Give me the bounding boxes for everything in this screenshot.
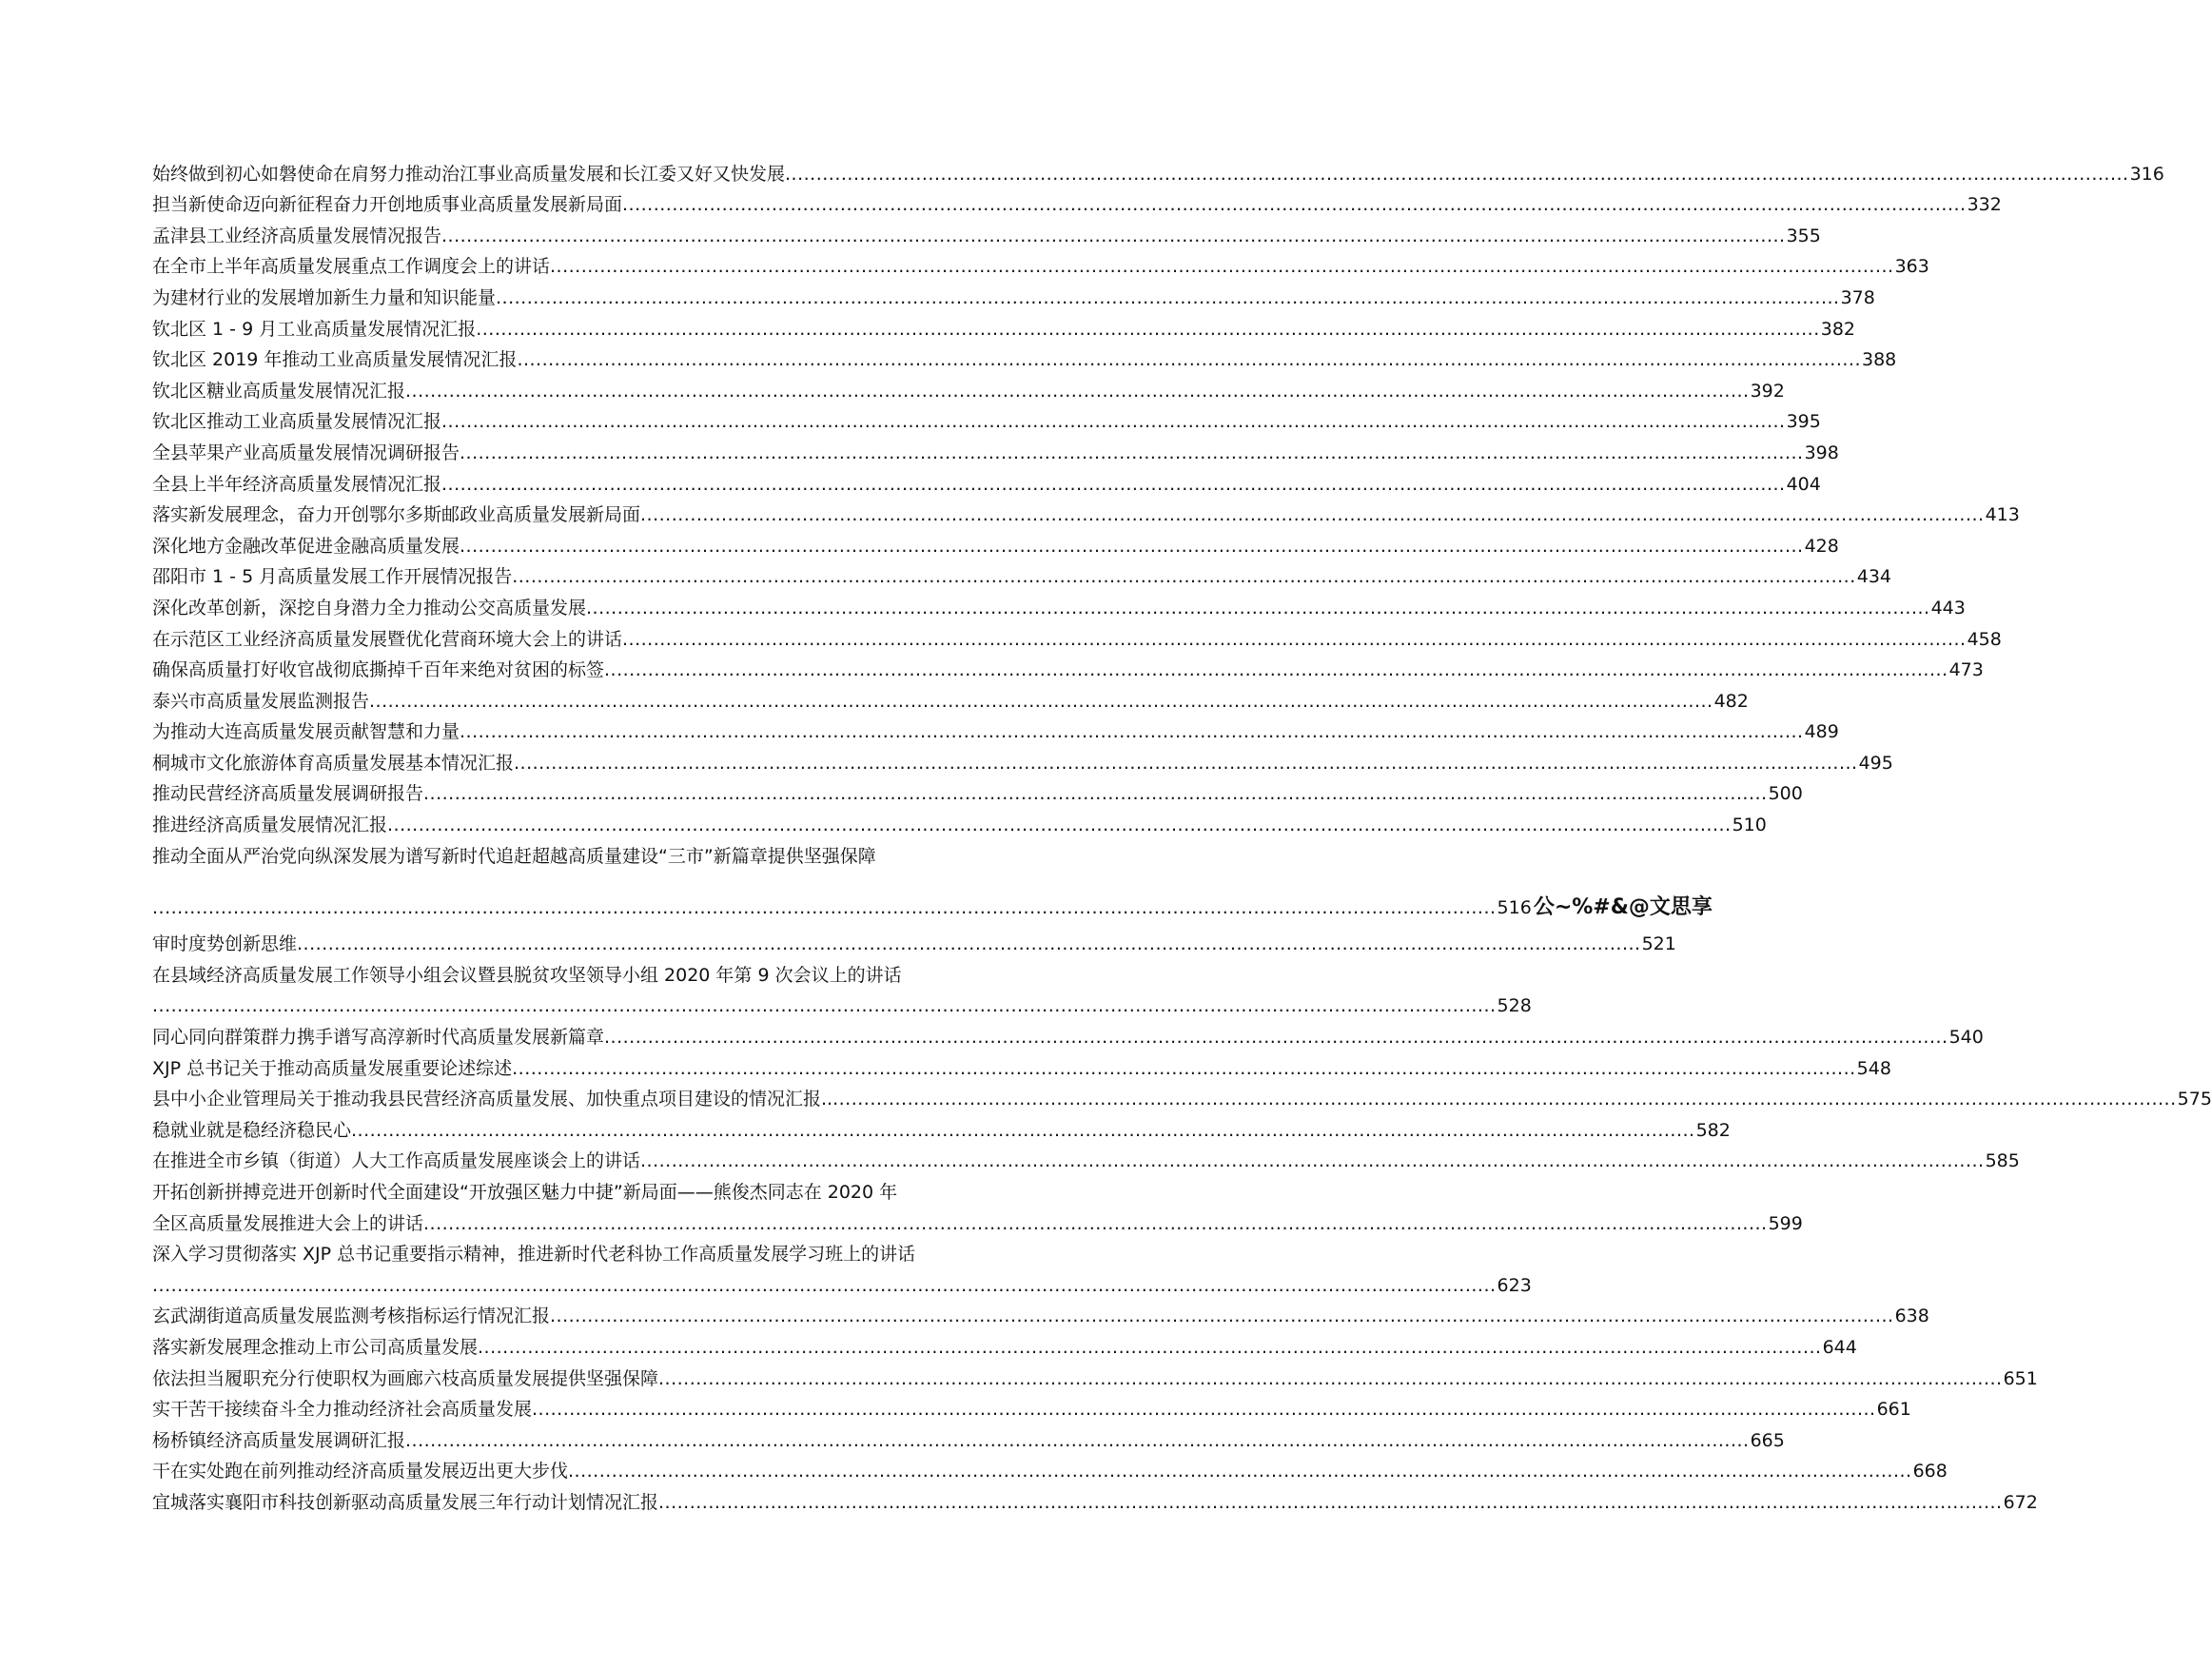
toc-entry-page: 398 bbox=[1804, 442, 1839, 463]
toc-entry-page: 495 bbox=[1858, 752, 1893, 774]
toc-entry bbox=[152, 620, 2002, 652]
toc-entry-title: 推动民营经济高质量发展调研报告 bbox=[152, 783, 424, 805]
toc-entry bbox=[152, 248, 1929, 280]
toc-entry bbox=[152, 714, 1839, 745]
toc-entry-title: 深化地方金融改革促进金融高质量发展 bbox=[152, 535, 460, 557]
dot-leader: ........................................................................................................................................................................................................................ bbox=[460, 535, 1804, 557]
toc-entry bbox=[152, 1391, 1911, 1423]
toc-entry-page: 575 bbox=[2177, 1089, 2212, 1110]
toc-entry-page: 428 bbox=[1804, 535, 1839, 557]
watermark-text: 公~%#&@文思享 bbox=[1533, 894, 1713, 919]
toc-group-2 bbox=[152, 926, 1676, 957]
dot-leader: ........................................................................................................................................................................................................................ bbox=[568, 1461, 1912, 1482]
dot-leader: ........................................................................................................................................................................................................................ bbox=[622, 628, 1967, 650]
dot-leader: ........................................................................................................................................................................................................................ bbox=[832, 1089, 2177, 1110]
toc-entry-title: 始终做到初心如磐使命在肩努力推动治江事业高质量发展和长江委又好又快发展 bbox=[152, 163, 786, 185]
toc-entry-title-line bbox=[152, 1236, 1042, 1267]
toc-entry bbox=[152, 1422, 1785, 1453]
toc-entry-title: 担当新使命迈向新征程奋力开创地质事业高质量发展新局面 bbox=[152, 194, 623, 216]
toc-entry-title: 全县上半年经济高质量发展情况汇报 bbox=[152, 473, 442, 495]
toc-entry-title: 桐城市文化旅游体育高质量发展基本情况汇报 bbox=[152, 752, 515, 774]
dot-leader: ........................................................................................................................................................................................................................ bbox=[496, 286, 1840, 308]
toc-entry-page: 443 bbox=[1930, 597, 1966, 619]
toc-entry bbox=[152, 776, 1803, 807]
toc-entry-continuation-line bbox=[152, 1205, 1803, 1236]
toc-entry bbox=[152, 1483, 2038, 1515]
dot-leader: ........................................................................................................................................................................................................................ bbox=[658, 1491, 2003, 1513]
toc-entry-page: 382 bbox=[1820, 318, 1856, 340]
dot-leader: ........................................................................................................................................................................................................................ bbox=[405, 1429, 1750, 1451]
toc-entry-title: 落实新发展理念，奋力开创鄂尔多斯邮政业高质量发展新局面 bbox=[152, 504, 641, 526]
toc-entry-page: 434 bbox=[1856, 566, 1892, 588]
toc-entry-title: 泰兴市高质量发展监测报告 bbox=[152, 690, 370, 712]
toc-entry-page: 458 bbox=[1967, 628, 2002, 650]
dot-leader: ........................................................................................................................................................................................................................ bbox=[604, 659, 1948, 681]
dot-leader: ........................................................................................................................................................................................................................ bbox=[640, 1150, 1985, 1172]
toc-entry-title: 落实新发展理念推动上市公司高质量发展 bbox=[152, 1336, 479, 1358]
toc-entry-title: 全县苹果产业高质量发展情况调研报告 bbox=[152, 442, 460, 463]
dot-leader: ........................................................................................................................................................................................................................ bbox=[785, 163, 2129, 185]
dot-leader: ........................................................................................................................................................................................................................ bbox=[152, 995, 1497, 1017]
toc-entry-page: 363 bbox=[1894, 256, 1929, 278]
dot-leader: ........................................................................................................................................................................................................................ bbox=[297, 933, 1641, 955]
toc-entry-title: 在示范区工业经济高质量发展暨优化营商环境大会上的讲话 bbox=[152, 628, 623, 650]
toc-entry-page: 404 bbox=[1786, 473, 1821, 495]
toc-entry-page: 521 bbox=[1641, 933, 1676, 955]
toc-entry-title: XJP 总书记关于推动高质量发展重要论述综述 bbox=[152, 1057, 513, 1079]
dot-leader: ........................................................................................................................................................................................................................ bbox=[423, 783, 1768, 805]
toc-entry-page-line bbox=[152, 988, 1532, 1019]
toc-entry-title: 在全市上半年高质量发展重点工作调度会上的讲话 bbox=[152, 256, 551, 278]
toc-entry bbox=[152, 589, 1966, 620]
dot-leader: ........................................................................................................................................................................................................................ bbox=[532, 1399, 1876, 1421]
dot-leader: ........................................................................................................................................................................................................................ bbox=[441, 411, 1786, 433]
toc-entry-title: 审时度势创新思维 bbox=[152, 933, 298, 955]
dot-leader: ........................................................................................................................................................................................................................ bbox=[640, 504, 1985, 526]
toc-entry-page: 388 bbox=[1861, 349, 1897, 371]
dot-leader: ........................................................................................................................................................................................................................ bbox=[387, 815, 1732, 836]
dot-leader: ........................................................................................................................................................................................................................ bbox=[517, 349, 1861, 371]
toc-entry-title: 干在实处跑在前列推动经济高质量发展迈出更大步伐 bbox=[152, 1461, 569, 1482]
toc-entry-page: 516 bbox=[1497, 896, 1532, 918]
toc-entry-page: 500 bbox=[1768, 783, 1803, 805]
dot-leader: ........................................................................................................................................................................................................................ bbox=[514, 752, 1858, 774]
toc-entry-title: 玄武湖街道高质量发展监测考核指标运行情况汇报 bbox=[152, 1306, 551, 1327]
dot-leader: ........................................................................................................................................................................................................................ bbox=[351, 1119, 1695, 1141]
toc-entry-title: 在推进全市乡镇（街道）人大工作高质量发展座谈会上的讲话 bbox=[152, 1150, 641, 1172]
toc-entry-page: 661 bbox=[1876, 1399, 1911, 1421]
dot-leader: ........................................................................................................................................................................................................................ bbox=[369, 690, 1713, 712]
toc-entry-title: 杨桥镇经济高质量发展调研汇报 bbox=[152, 1429, 406, 1451]
toc-entry bbox=[152, 744, 1893, 776]
dot-leader: ........................................................................................................................................................................................................................ bbox=[423, 1212, 1768, 1234]
toc-entry-page: 665 bbox=[1750, 1429, 1785, 1451]
toc-entry-page: 332 bbox=[1967, 194, 2002, 216]
toc-entry bbox=[152, 527, 1839, 559]
toc-entry-title: 钦北区推动工业高质量发展情况汇报 bbox=[152, 411, 442, 433]
toc-entry bbox=[152, 806, 1767, 837]
toc-entry bbox=[152, 279, 1875, 310]
toc-entry bbox=[152, 497, 2020, 528]
toc-entry-page: 651 bbox=[2003, 1367, 2038, 1389]
dot-leader: ........................................................................................................................................................................................................................ bbox=[152, 1274, 1497, 1296]
toc-entry-title: 依法担当履职充分行使职权为画廊六枝高质量发展提供坚强保障 bbox=[152, 1367, 659, 1389]
toc-entry-title: 同心同向群策群力携手谱写高淳新时代高质量发展新篇章 bbox=[152, 1027, 605, 1049]
dot-leader: ........................................................................................................................................................................................................................ bbox=[622, 194, 1967, 216]
toc-entry-page: 668 bbox=[1912, 1461, 1948, 1482]
toc-entry-title: 钦北区 2019 年推动工业高质量发展情况汇报 bbox=[152, 349, 518, 371]
dot-leader: ........................................................................................................................................................................................................................ bbox=[460, 721, 1804, 743]
toc-entry-page: 599 bbox=[1768, 1212, 1803, 1234]
dot-leader: ........................................................................................................................................................................................................................ bbox=[441, 473, 1786, 495]
dot-leader: ........................................................................................................................................................................................................................ bbox=[512, 1057, 1856, 1079]
toc-entry bbox=[152, 403, 1821, 435]
toc-entry-page-line bbox=[152, 1266, 1532, 1298]
toc-entry-title: 孟津县工业经济高质量发展情况报告 bbox=[152, 225, 442, 246]
dot-leader: ........................................................................................................................................................................................................................ bbox=[550, 1306, 1894, 1327]
toc-entry bbox=[152, 1050, 1891, 1081]
toc-entry-title: 推进经济高质量发展情况汇报 bbox=[152, 815, 388, 836]
toc-entry-title: 为推动大连高质量发展贡献智慧和力量 bbox=[152, 721, 460, 743]
dot-leader: ........................................................................................................................................................................................................................ bbox=[152, 896, 1497, 918]
table-of-contents bbox=[152, 155, 2212, 1515]
toc-entry bbox=[152, 1081, 2212, 1112]
toc-entry-title: 深入学习贯彻落实 XJP 总书记重要指示精神，推进新时代老科协工作高质量发展学习班上的讲话 bbox=[152, 1244, 916, 1266]
toc-entry-page: 528 bbox=[1497, 995, 1532, 1017]
toc-entry-title-line bbox=[152, 956, 1042, 988]
toc-entry-title: 确保高质量打好收官战彻底撕掉千百年来绝对贫困的标签 bbox=[152, 659, 605, 681]
toc-entry-title: 宜城落实襄阳市科技创新驱动高质量发展三年行动计划情况汇报 bbox=[152, 1491, 659, 1513]
dot-leader: ........................................................................................................................................................................................................................ bbox=[441, 225, 1786, 246]
toc-entry-page: 316 bbox=[2129, 163, 2164, 185]
toc-entry-page: 644 bbox=[1822, 1336, 1857, 1358]
toc-entry-page: 473 bbox=[1948, 659, 1984, 681]
toc-group-1 bbox=[152, 155, 2164, 837]
dot-leader: ........................................................................................................................................................................................................................ bbox=[586, 597, 1930, 619]
toc-entry bbox=[152, 1111, 1731, 1143]
toc-entry bbox=[152, 187, 2002, 218]
toc-entry bbox=[152, 682, 1749, 714]
toc-entry bbox=[152, 1143, 2020, 1174]
toc-entry bbox=[152, 217, 1821, 248]
toc-entry-page: 548 bbox=[1856, 1057, 1891, 1079]
dot-leader: ........................................................................................................................................................................................................................ bbox=[550, 256, 1894, 278]
dot-leader: ........................................................................................................................................................................................................................ bbox=[658, 1367, 2003, 1389]
toc-entry-title: 在县域经济高质量发展工作领导小组会议暨县脱贫攻坚领导小组 2020 年第 9 次会议上的讲话 bbox=[152, 964, 902, 986]
toc-entry bbox=[152, 342, 1897, 373]
dot-leader: ........................................................................................................................................................................................................................ bbox=[604, 1027, 1948, 1049]
toc-entry-title: 深化改革创新，深挖自身潜力全力推动公交高质量发展 bbox=[152, 597, 587, 619]
dot-leader: ........................................................................................................................................................................................................................ bbox=[460, 442, 1804, 463]
toc-entry-title: 稳就业就是稳经济稳民心 bbox=[152, 1119, 352, 1141]
toc-entry bbox=[152, 926, 1676, 957]
toc-entry-page: 378 bbox=[1840, 286, 1875, 308]
dot-leader: ........................................................................................................................................................................................................................ bbox=[405, 380, 1750, 402]
toc-entry-page: 413 bbox=[1985, 504, 2020, 526]
toc-entry bbox=[152, 559, 1892, 590]
toc-entry-page: 395 bbox=[1786, 411, 1821, 433]
toc-entry bbox=[152, 1328, 1857, 1360]
toc-entry-title-line bbox=[152, 837, 1042, 869]
toc-group-3 bbox=[152, 1018, 2212, 1173]
toc-entry-page: 482 bbox=[1713, 690, 1749, 712]
toc-entry-page: 510 bbox=[1732, 815, 1767, 836]
toc-entry-title: 实干苦干接续奋斗全力推动经济社会高质量发展 bbox=[152, 1399, 533, 1421]
dot-leader: ........................................................................................................................................................................................................................ bbox=[476, 318, 1820, 340]
toc-entry-title: 开拓创新拼搏竞进开创新时代全面建设“开放强区魅力中捷”新局面——熊俊杰同志在 2020 年 bbox=[152, 1182, 898, 1203]
toc-entry-title-continued: 全区高质量发展推进大会上的讲话 bbox=[152, 1212, 424, 1234]
toc-entry-page: 489 bbox=[1804, 721, 1839, 743]
toc-entry-page: 623 bbox=[1497, 1274, 1532, 1296]
toc-entry bbox=[152, 434, 1839, 465]
toc-entry-page: 672 bbox=[2003, 1491, 2038, 1513]
toc-entry-title: 邵阳市 1 - 5 月高质量发展工作开展情况报告 bbox=[152, 566, 513, 588]
toc-entry bbox=[152, 652, 1984, 683]
toc-entry bbox=[152, 465, 1821, 497]
toc-entry-page: 585 bbox=[1985, 1150, 2020, 1172]
toc-entry bbox=[152, 1018, 1984, 1050]
toc-entry-title: 钦北区糖业高质量发展情况汇报 bbox=[152, 380, 406, 402]
toc-entry-title: 为建材行业的发展增加新生力量和知识能量 bbox=[152, 286, 497, 308]
toc-entry-title: 县中小企业管理局关于推动我县民营经济高质量发展、加快重点项目建设的情况汇报.. bbox=[152, 1089, 833, 1110]
toc-entry bbox=[152, 310, 1856, 342]
toc-entry-page: 540 bbox=[1948, 1027, 1984, 1049]
toc-entry bbox=[152, 1298, 1929, 1329]
toc-entry bbox=[152, 372, 1785, 403]
toc-entry-title: 钦北区 1 - 9 月工业高质量发展情况汇报 bbox=[152, 318, 477, 340]
toc-entry-page-line bbox=[152, 869, 1713, 920]
toc-entry bbox=[152, 155, 2164, 187]
toc-entry-title-line bbox=[152, 1173, 1042, 1205]
toc-group-4 bbox=[152, 1298, 2038, 1515]
toc-entry bbox=[152, 1360, 2038, 1391]
dot-leader: ........................................................................................................................................................................................................................ bbox=[512, 566, 1856, 588]
dot-leader: ........................................................................................................................................................................................................................ bbox=[478, 1336, 1822, 1358]
toc-entry-page: 638 bbox=[1894, 1306, 1929, 1327]
toc-entry bbox=[152, 1453, 1948, 1484]
toc-entry-page: 392 bbox=[1750, 380, 1785, 402]
toc-entry-title: 推动全面从严治党向纵深发展为谱写新时代追赶超越高质量建设“三市”新篇章提供坚强保障 bbox=[152, 845, 876, 867]
toc-entry-page: 582 bbox=[1695, 1119, 1731, 1141]
toc-entry-page: 355 bbox=[1786, 225, 1821, 246]
